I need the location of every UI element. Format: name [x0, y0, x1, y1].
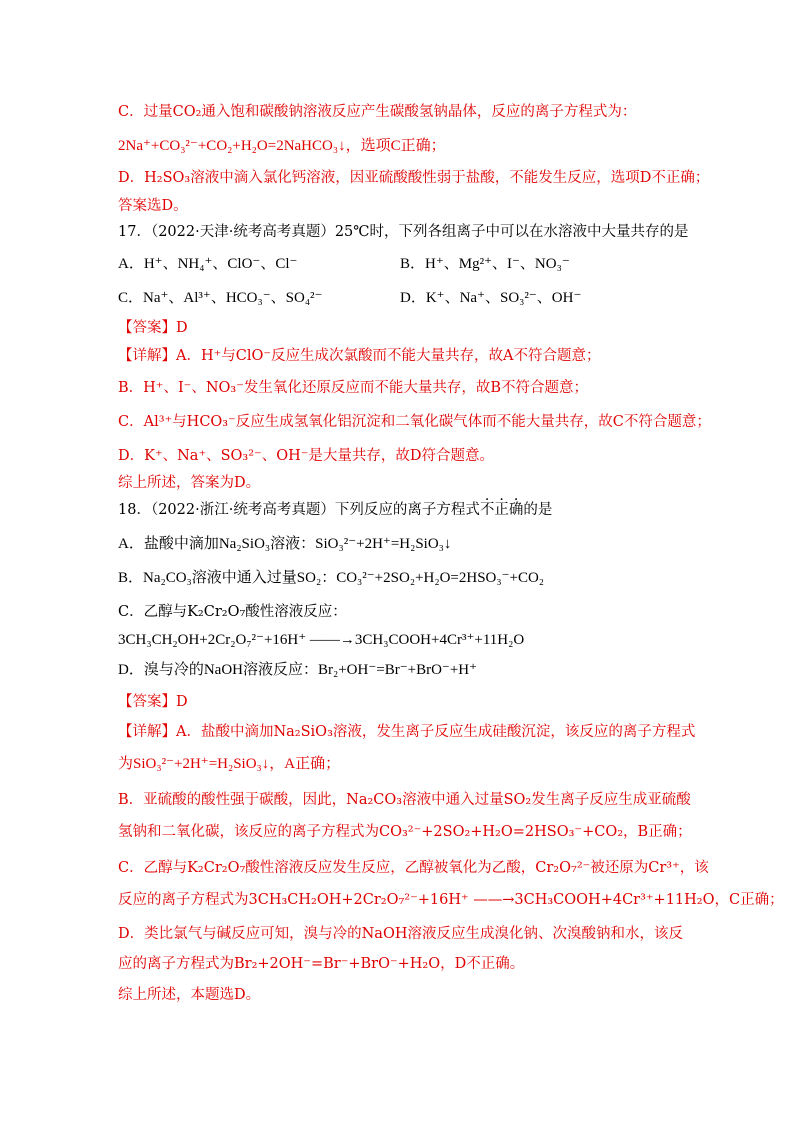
q18-explain-c-2: 反应的离子方程式为3CH₃CH₂OH+2Cr₂O₇²⁻+16H⁺ ——→3CH₃COOH+4Cr³⁺+11H₂O，C正确； [118, 892, 784, 908]
q17-stem: 17．（2022·天津·统考高考真题）25℃时，下列各组离子中可以在水溶液中大量共存的是 [118, 224, 689, 240]
q18-explain-a-2: 为SiO₃²⁻+2H⁺=H₂SiO₃↓，A正确； [118, 756, 341, 772]
q18-explain-c-1: C．乙醇与K₂Cr₂O₇酸性溶液反应发生反应，乙醇被氧化为乙酸，Cr₂O₇²⁻被还原为Cr³⁺，该 [118, 860, 709, 876]
q18-stem [118, 500, 552, 520]
q18-summary: 综上所述，本题选D。 [118, 987, 261, 1003]
q18-stem-tail: 的是 [523, 502, 553, 518]
q18-explain-d-1: D．类比氯气与碱反应可知，溴与冷的NaOH溶液反应生成溴化钠、次溴酸钠和水，该反 [118, 926, 683, 942]
q18-stem-text: 18．（2022·浙江·统考高考真题）下列反应的离子方程式 [118, 502, 480, 518]
answer-summary: 答案选D。 [118, 198, 188, 214]
emphasis-char-1: 不 [479, 502, 495, 518]
q18-option-b: B．Na₂CO₃溶液中通入过量SO₂：CO₃²⁻+2SO₂+H₂O=2HSO₃⁻+CO₂ [118, 570, 545, 586]
q18-explain-d-2: 应的离子方程式为Br₂+2OH⁻=Br⁻+BrO⁻+H₂O，D不正确。 [118, 956, 525, 972]
explain-line-c-equation: 2Na⁺+CO₃²⁻+CO₂+H₂O=2NaHCO₃↓，选项C正确； [118, 138, 446, 154]
q17-explain-b: B．H⁺、I⁻、NO₃⁻发生氧化还原反应而不能大量共存，故B不符合题意； [118, 380, 589, 396]
q18-explain-b-2: 氢钠和二氧化碳，该反应的离子方程式为CO₃²⁻+2SO₂+H₂O=2HSO₃⁻+CO₂，B正确； [118, 824, 692, 840]
q17-answer: 【答案】D [118, 320, 188, 336]
q17-option-d: D．K⁺、Na⁺、SO₃²⁻、OH⁻ [400, 290, 582, 306]
q17-explain-c: C．Al³⁺与HCO₃⁻反应生成氢氧化铝沉淀和二氧化碳气体而不能大量共存，故C不符合题意； [118, 414, 711, 430]
q18-answer: 【答案】D [118, 694, 188, 710]
q18-explain-a-1: 【详解】A．盐酸中滴加Na₂SiO₃溶液，发生离子反应生成硅酸沉淀，该反应的离子方程式 [118, 724, 696, 740]
q18-option-c: C．乙醇与K₂Cr₂O₇酸性溶液反应： [118, 604, 347, 620]
q18-option-d: D．溴与冷的NaOH溶液反应：Br₂+OH⁻=Br⁻+BrO⁻+H⁺ [118, 662, 478, 678]
q18-explain-b-1: B．亚硫酸的酸性强于碳酸，因此，Na₂CO₃溶液中通入过量SO₂发生离子反应生成亚硫酸 [118, 792, 691, 808]
q18-option-a: A．盐酸中滴加Na₂SiO₃溶液：SiO₃²⁻+2H⁺=H₂SiO₃↓ [118, 536, 452, 552]
explain-line-d: D．H₂SO₃溶液中滴入氯化钙溶液，因亚硫酸酸性弱于盐酸，不能发生反应，选项D不正确； [118, 170, 710, 186]
q17-explain-a: 【详解】A．H⁺与ClO⁻反应生成次氯酸而不能大量共存，故A不符合题意； [118, 348, 601, 364]
q17-option-b: B．H⁺、Mg²⁺、I⁻、NO₃⁻ [400, 256, 570, 272]
q18-option-c-equation: 3CH₃CH₂OH+2Cr₂O₇²⁻+16H⁺ ——→3CH₃COOH+4Cr³⁺+11H₂O [118, 632, 525, 648]
emphasis-char-2: 正 [494, 502, 509, 518]
q17-option-c: C．Na⁺、Al³⁺、HCO₃⁻、SO₄²⁻ [118, 290, 323, 306]
explain-line-c: C．过量CO₂通入饱和碳酸钠溶液反应产生碳酸氢钠晶体，反应的离子方程式为： [118, 104, 637, 120]
emphasis-char-3: 确 [508, 502, 524, 518]
q17-explain-d: D．K⁺、Na⁺、SO₃²⁻、OH⁻是大量共存，故D符合题意。 [118, 448, 495, 464]
q17-summary: 综上所述，答案为D。 [118, 475, 261, 491]
q17-option-a: A．H⁺、NH₄⁺、ClO⁻、Cl⁻ [118, 256, 298, 272]
